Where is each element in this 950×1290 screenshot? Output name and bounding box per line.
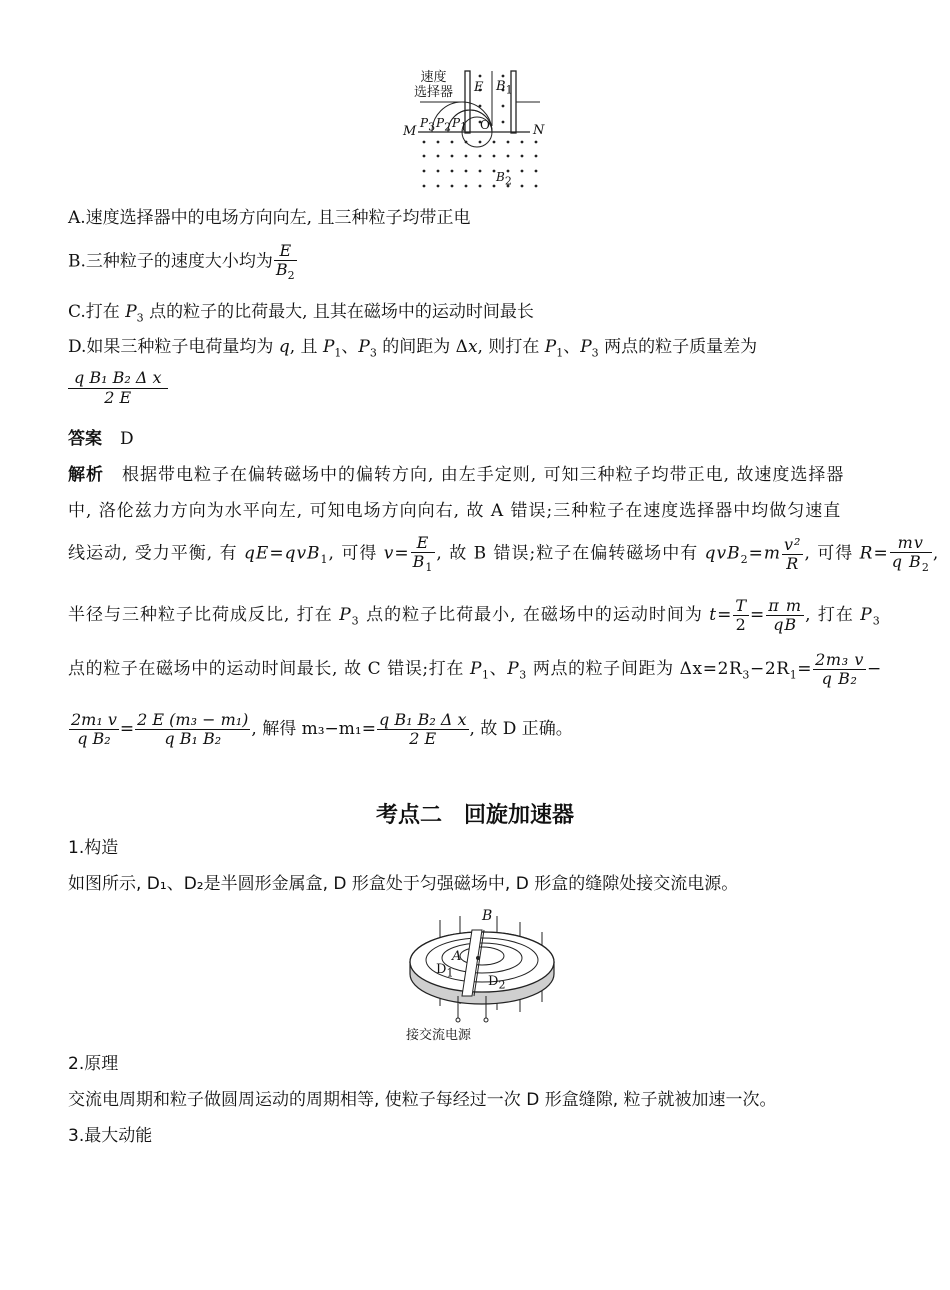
label-E: E — [474, 80, 484, 95]
answer: 答案 D — [68, 429, 134, 449]
analysis-line-3: 线运动, 受力平衡, 有 qE=qvB$_1$, 可得 v= $\frac{E}{B_1}$ , 故 B 错误;粒子在偏转磁场中有 qvB$_2$=m $\frac{\text{v²}}{R}$ , 可得 R= $\frac{mv}{q B_2}$ , — [68, 533, 940, 575]
cyclotron-diagram — [402, 906, 562, 1042]
label-A: A — [452, 949, 462, 964]
velocity-selector-figure — [400, 66, 560, 194]
option-b-fraction: $\frac{E}{B_2}$ — [275, 241, 295, 283]
analysis-line-5: 点的粒子在磁场中的运动时间最长, 故 C 错误;打在 $P_1$、$P_3$ 两点的粒子间距为 $\Delta x=2R_3-2R_1=$ $\frac{\text{2m₃ v}}{\text{q B₂}}$ − — [68, 650, 882, 688]
item-2-text: 交流电周期和粒子做圆周运动的周期相等, 使粒子每经过一次 D 形盒缝隙, 粒子就被加速一次。 — [68, 1090, 777, 1110]
item-1-text: 如图所示, D₁、D₂是半圆形金属盒, D 形盒处于匀强磁场中, D 形盒的缝隙处接交流电源。 — [68, 874, 739, 894]
label-N: N — [533, 123, 545, 138]
label-O: O — [480, 118, 490, 132]
analysis-line-6: $\frac{\text{2m₁ v}}{\text{q B₂}}$ = $\frac{\text{2 E (m₃ − m₁)}}{\text{q B₁ B₂}}$ , 解得 m₃−m₁= $\frac{\text{q B₁ B₂ Δ x}}{2 E}$ , 故 D 正确。 — [71, 710, 573, 748]
label-P3: $P_3$ — [420, 116, 436, 134]
option-d: D.如果三种粒子电荷量均为 q, 且 $P_1$、$P_3$ 的间距为 Δx, 则打在 $P_1$、$P_3$ 两点的粒子质量差为 — [68, 337, 758, 360]
cyclotron-caption: 接交流电源 — [406, 1028, 472, 1043]
label-P2: $P_2$ — [436, 116, 452, 134]
option-c: C.打在 $P_3$ 点的粒子的比荷最大, 且其在磁场中的运动时间最长 — [68, 302, 534, 325]
analysis-line-1: 解析 根据带电粒子在偏转磁场中的偏转方向, 由左手定则, 可知三种粒子均带正电, 故速度选择器 — [68, 465, 845, 485]
item-3-heading: 3.最大动能 — [68, 1126, 153, 1146]
item-2-heading: 2.原理 — [68, 1054, 119, 1074]
section-title: 考点二 回旋加速器 — [375, 803, 574, 828]
label-B1: $B_1$ — [496, 79, 513, 97]
label-B: B — [482, 908, 493, 924]
label-D2: $D_2$ — [488, 974, 506, 992]
cyclotron-figure — [402, 906, 562, 1042]
selector-label: 速度 选择器 — [414, 70, 454, 100]
item-1-heading: 1.构造 — [68, 838, 119, 858]
label-D1: $D_1$ — [436, 962, 454, 980]
option-b: B.三种粒子的速度大小均为 $\frac{E}{B_2}$ — [68, 241, 295, 283]
analysis-line-4: 半径与三种粒子比荷成反比, 打在 $P_3$ 点的粒子比荷最小, 在磁场中的运动时间为 t= $\frac{T}{2}$ = $\frac{\text{π m}}{qB}$ , 打在 $P_3$ — [68, 596, 881, 634]
option-a: A.速度选择器中的电场方向向左, 且三种粒子均带正电 — [68, 208, 471, 228]
option-d-fraction: $\frac{\text{q B₁ B₂ Δ x}}{2 E}$ — [68, 370, 168, 406]
label-B2: $B_2$ — [496, 170, 512, 188]
label-P1: $P_1$ — [452, 116, 468, 134]
analysis-line-2: 中, 洛伦兹力方向为水平向左, 可知电场方向向右, 故 A 错误;三种粒子在速度选择器中均做匀速直 — [68, 501, 842, 521]
label-M: M — [403, 124, 417, 139]
